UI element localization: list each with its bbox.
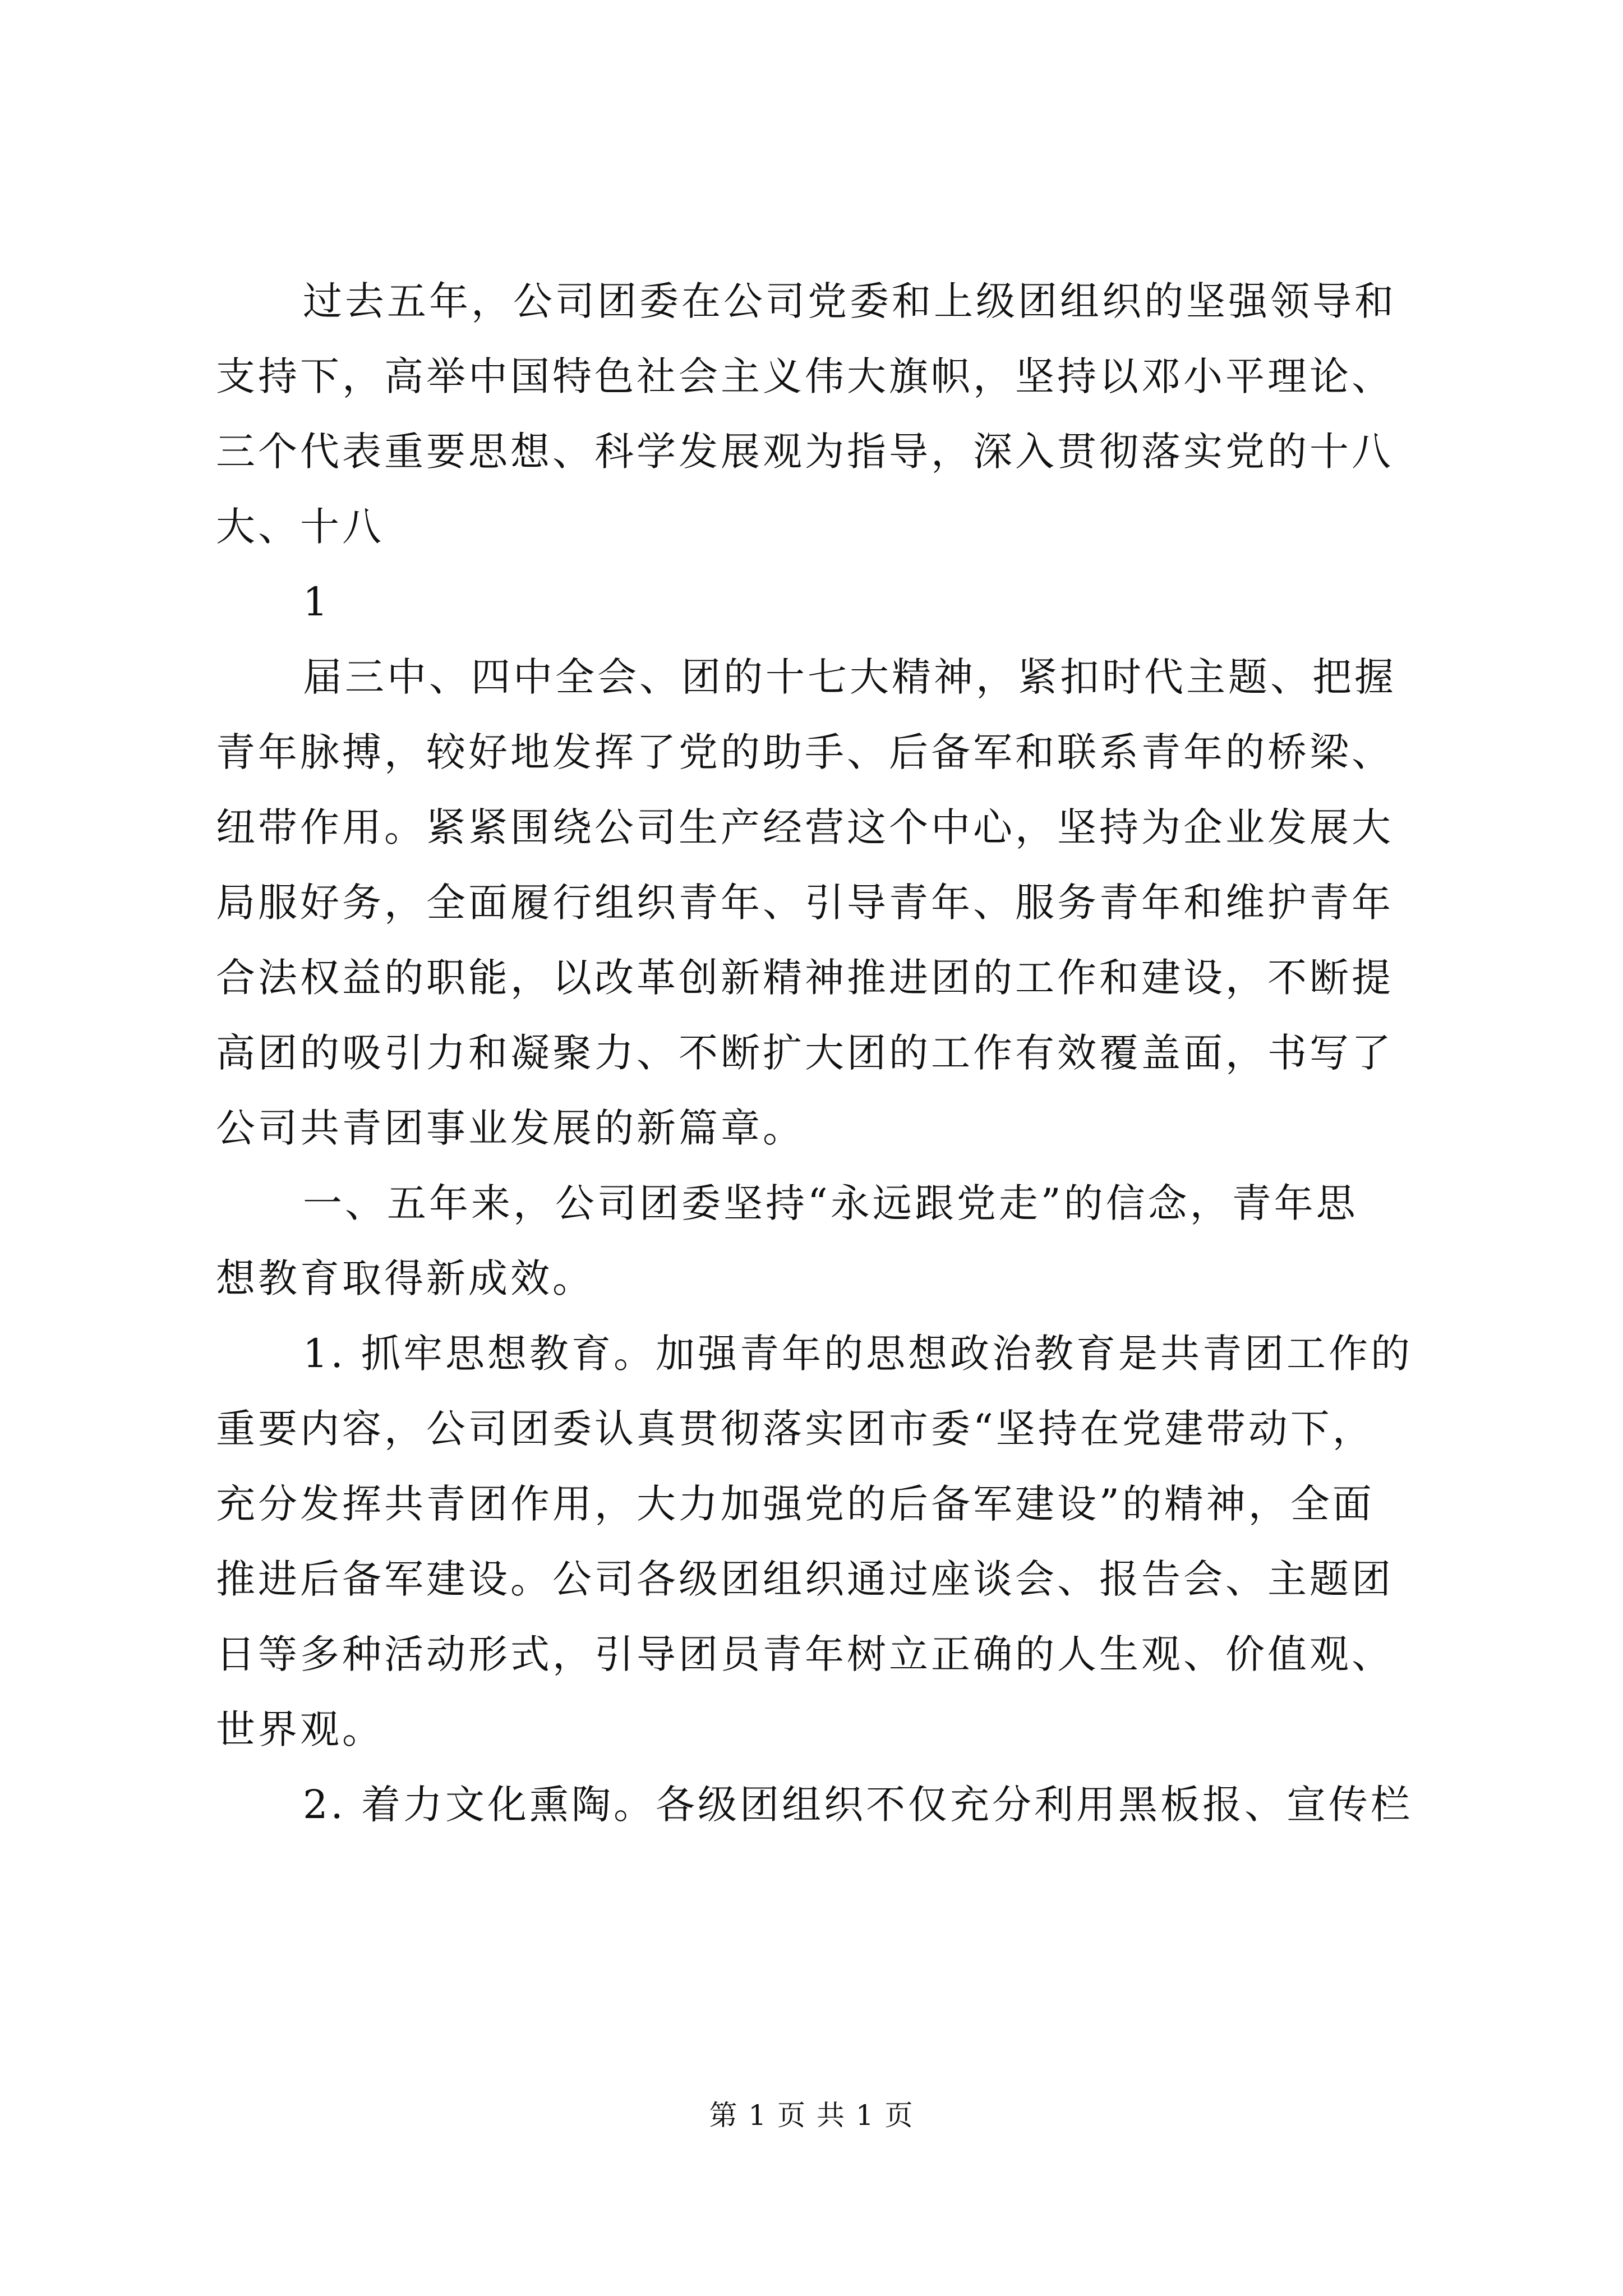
section-1-heading-line-2: 想教育取得新成效。 (216, 1255, 594, 1301)
paragraph-2-line-6: 高团的吸引力和凝聚力、不断扩大团的工作有效覆盖面，书写了 (216, 1030, 1394, 1076)
item-1-line-3: 充分发挥共青团作用，大力加强党的后备军建设”的精神，全面 (216, 1481, 1375, 1527)
section-1-heading-line-1: 一、五年来，公司团委坚持“永远跟党走”的信念，青年思 (303, 1180, 1358, 1226)
item-1-line-1: 1. 抓牢思想教育。加强青年的思想政治教育是共青团工作的 (303, 1331, 1413, 1377)
item-1-line-2: 重要内容，公司团委认真贯彻落实团市委“坚持在党建带动下， (216, 1406, 1375, 1452)
paragraph-1-line-2: 支持下，高举中国特色社会主义伟大旗帜，坚持以邓小平理论、 (216, 353, 1394, 399)
item-2-line-1: 2. 着力文化熏陶。各级团组织不仅充分利用黑板报、宣传栏 (303, 1782, 1413, 1828)
paragraph-2-line-2: 青年脉搏，较好地发挥了党的助手、后备军和联系青年的桥梁、 (216, 729, 1394, 775)
paragraph-2-line-5: 合法权益的职能，以改革创新精神推进团的工作和建设，不断提 (216, 955, 1394, 1001)
paragraph-2-line-4: 局服好务，全面履行组织青年、引导青年、服务青年和维护青年 (216, 880, 1394, 926)
paragraph-2-line-1: 届三中、四中全会、团的十七大精神，紧扣时代主题、把握 (303, 654, 1396, 700)
item-1-line-4: 推进后备军建设。公司各级团组织通过座谈会、报告会、主题团 (216, 1556, 1394, 1602)
item-1-line-5: 日等多种活动形式，引导团员青年树立正确的人生观、价值观、 (216, 1631, 1394, 1677)
page-footer: 第 1 页 共 1 页 (709, 2099, 914, 2132)
document-body (216, 264, 1416, 1842)
paragraph-1-line-1: 过去五年，公司团委在公司党委和上级团组织的坚强领导和 (303, 278, 1396, 324)
paragraph-1-line-3: 三个代表重要思想、科学发展观为指导，深入贯彻落实党的十八 (216, 429, 1394, 475)
item-1-line-6: 世界观。 (216, 1706, 384, 1752)
paragraph-2-line-3: 纽带作用。紧紧围绕公司生产经营这个中心，坚持为企业发展大 (216, 804, 1394, 850)
paragraph-1-line-4: 大、十八 (216, 504, 384, 550)
inline-page-number: 1 (303, 579, 331, 625)
paragraph-2-line-7: 公司共青团事业发展的新篇章。 (216, 1105, 805, 1151)
